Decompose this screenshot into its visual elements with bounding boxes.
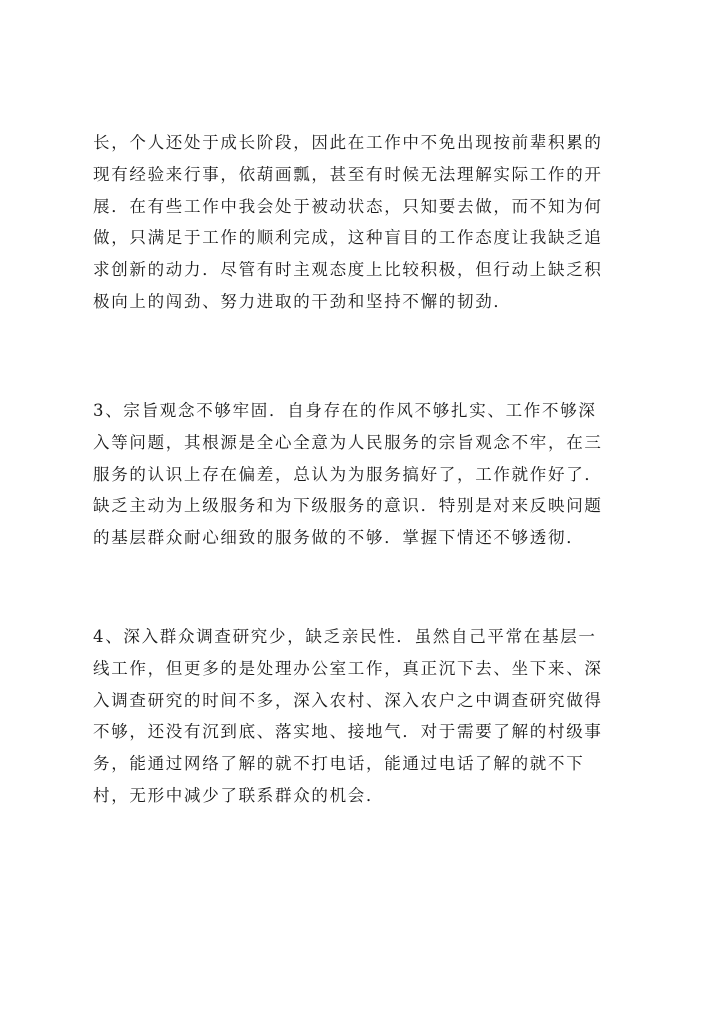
paragraph-item-3: [93, 395, 653, 554]
text-line: 不够，还没有沉到底、落实地、接地气．对于需要了解的村级事: [93, 722, 603, 742]
text-line: 3、宗旨观念不够牢固．自身存在的作风不够扎实、工作不够深: [93, 401, 597, 420]
text-line: 入等问题，其根源是全心全意为人民服务的宗旨观念不牢，在三: [93, 432, 603, 452]
text-line: 极向上的闯劲、努力进取的干劲和坚持不懈的韧劲．: [93, 291, 512, 311]
text-line: 服务的认识上存在偏差，总认为为服务搞好了，工作就作好了．: [93, 464, 603, 484]
text-line: 村，无形中减少了联系群众的机会．: [93, 785, 385, 805]
text-line: 现有经验来行事，依葫画瓢，甚至有时候无法理解实际工作的开: [93, 164, 603, 184]
text-line: 务，能通过网络了解的就不打电话，能通过电话了解的就不下: [93, 754, 585, 774]
text-line: 做，只满足于工作的顺利完成，这种盲目的工作态度让我缺乏追: [93, 228, 603, 248]
text-line: 长，个人还处于成长阶段，因此在工作中不免出现按前辈积累的: [93, 133, 603, 152]
text-line: 的基层群众耐心细致的服务做的不够．掌握下情还不够透彻．: [93, 528, 585, 548]
text-line: 缺乏主动为上级服务和为下级服务的意识．特别是对来反映问题: [93, 496, 603, 516]
text-line: 4、深入群众调查研究少，缺乏亲民性．虽然自己平常在基层一: [93, 627, 597, 646]
text-line: 展．在有些工作中我会处于被动状态，只知要去做，而不知为何: [93, 196, 603, 216]
text-line: 求创新的动力．尽管有时主观态度上比较积极，但行动上缺乏积: [93, 260, 603, 280]
paragraph-continuation: [93, 127, 653, 318]
text-line: 线工作，但更多的是处理办公室工作，真正沉下去、坐下来、深: [93, 658, 603, 678]
text-line: 入调查研究的时间不多，深入农村、深入农户之中调查研究做得: [93, 690, 603, 710]
paragraph-item-4: [93, 621, 653, 812]
